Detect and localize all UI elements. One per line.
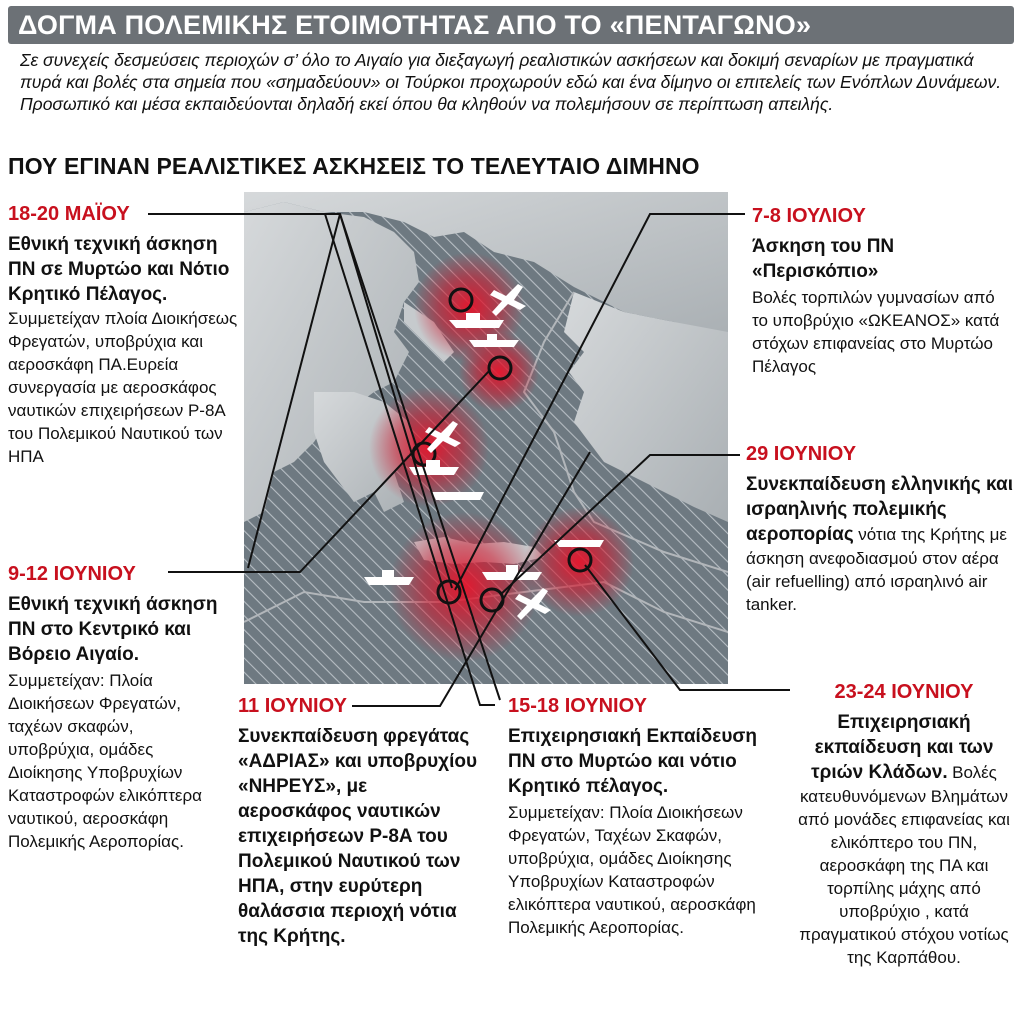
desc-jun15-bold: Επιχειρησιακή Εκπαίδευση ΠΝ στο Μυρτώο και νότιο Κρητικό πέλαγος. [508,726,757,797]
desc-may: Συμμετείχαν πλοία Διοικήσεως Φρεγατών, υποβρύχια και αεροσκάφη ΠΑ.Ευρεία συνεργασία με αεροσκάφος ναυτικών επιχειρήσεων P-8A του Πολεμικού Ναυτικού των ΗΠΑ [8,309,238,466]
desc-jul7: Βολές τορπιλών γυμνασίων από το υποβρύχιο «ΩΚΕΑΝΟΣ» κατά στόχων επιφανείας στο Μυρτώο Πέλαγος [752,288,1000,376]
desc-jun11-bold: Συνεκπαίδευση φρεγάτας «ΑΔΡΙΑΣ» και υποβρυχίου «ΝΗΡΕΥΣ», με αεροσκάφος ναυτικών επιχειρήσεων P-8A του Πολεμικού Ναυτικού των ΗΠΑ, στην ευρύτερη θαλάσσια περιοχή νότια της Κρήτης. [238,726,478,947]
desc-may-bold: Εθνική τεχνική άσκηση ΠΝ σε Μυρτώο και Νότιο Κρητικό Πέλαγος. [8,234,230,305]
aegean-map [244,192,728,684]
date-jun11: 11 ΙΟΥΝΙΟΥ [238,695,347,717]
date-jul7: 7-8 ΙΟΥΛΙΟΥ [752,205,866,227]
date-may: 18-20 ΜΑΪΟΥ [8,203,130,225]
date-jun29: 29 ΙΟΥΝΙΟΥ [746,443,857,465]
exercise-block-jun15 [508,694,778,939]
title-banner [8,6,1014,44]
exercise-block-jun9 [8,562,223,853]
exercise-block-jun11 [238,694,478,949]
desc-jun29: νότια της Κρήτης με άσκηση ανεφοδιασμού στον αέρα (air refuelling) από ισραηλινό air tanker. [746,525,1007,614]
section-subtitle: ΠΟΥ ΕΓΙΝΑΝ ΡΕΑΛΙΣΤΙΚΕΣ ΑΣΚΗΣΕΙΣ ΤΟ ΤΕΛΕΥΤΑΙΟ ΔΙΜΗΝΟ [8,153,700,179]
intro-paragraph: Σε συνεχείς δεσμεύσεις περιοχών σ’ όλο το Αιγαίο για διεξαγωγή ρεαλιστικών ασκήσεων και δοκιμή σεναρίων με πραγματικά πυρά και βολές στα σημεία που «σημαδεύουν» οι Τούρκοι προχωρούν εδώ και ένα δίμηνο οι επιτελείς των Ενόπλων Δυνάμεων. Προσωπικό και μέσα εκπαιδεύονται δηλαδή εκεί όπου θα κληθούν να πολεμήσουν σε περίπτωση απειλής. [20,50,1002,114]
desc-jun9-bold: Εθνική τεχνική άσκηση ΠΝ στο Κεντρικό και Βόρειο Αιγαίο. [8,594,218,665]
desc-jun9: Συμμετείχαν: Πλοία Διοικήσεων Φρεγατών, ταχέων σκαφών, υποβρύχια, ομάδες Διοίκησης Υποβρυχίων Καταστροφών ελικόπτερα ναυτικού, αεροσκάφη Πολεμικής Αεροπορίας. [8,671,202,851]
desc-jun23-bold: Επιχειρησιακή εκπαίδευση και των τριών Κλάδων. [811,712,994,783]
desc-jun15: Συμμετείχαν: Πλοία Διοικήσεων Φρεγατών, Ταχέων Σκαφών, υποβρύχια, ομάδες Διοίκησης Υποβρυχίων Καταστροφών ελικόπτερα ναυτικού, αεροσκάφη Πολεμικής Αεροπορίας. [508,803,756,937]
date-jun9: 9-12 ΙΟΥΝΙΟΥ [8,563,136,585]
exercise-block-may [8,202,240,468]
date-jun15: 15-18 ΙΟΥΝΙΟΥ [508,695,647,717]
exercise-block-jun23 [794,680,1014,969]
exercise-block-jun29 [746,442,1014,616]
desc-jun23: Βολές κατευθυνόμενων Βλημάτων από μονάδες επιφανείας και ελικόπτερο του ΠΝ, αεροσκάφη της ΠΑ και τορπίλης μάχης από υποβρύχιο , κατά πραγματικού στόχου νοτίως της Καρπάθου. [798,763,1010,967]
desc-jul7-bold: Άσκηση του ΠΝ «Περισκόπιο» [752,236,895,282]
page-title: ΔΟΓΜΑ ΠΟΛΕΜΙΚΗΣ ΕΤΟΙΜΟΤΗΤΑΣ ΑΠΟ ΤΟ «ΠΕΝΤΑΓΩΝΟ» [18,10,812,40]
exercise-block-jul7 [752,204,1014,378]
date-jun23: 23-24 ΙΟΥΝΙΟΥ [834,681,974,703]
desc-jun29-bold: Συνεκπαίδευση ελληνικής και ισραηλινής πολεμικής αεροπορίας [746,474,1013,545]
